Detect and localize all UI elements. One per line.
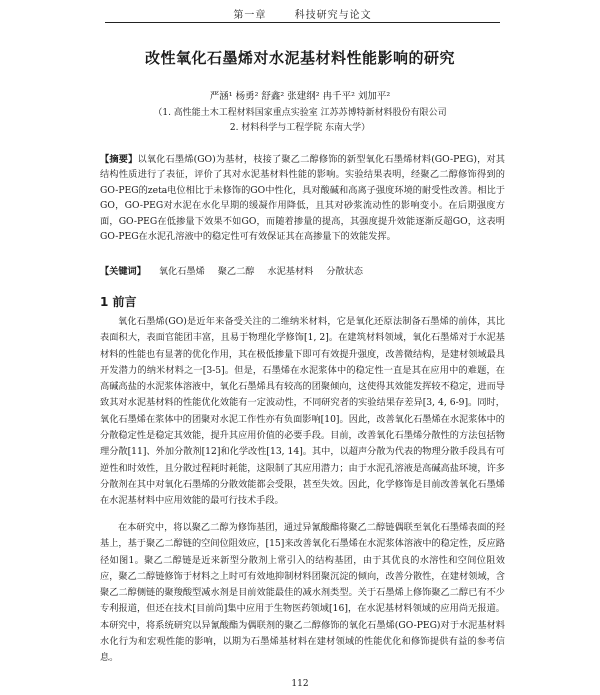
abstract-label: 【摘要】 bbox=[100, 154, 138, 165]
keyword-item: 聚乙二醇 bbox=[217, 266, 255, 277]
page-number: 112 bbox=[291, 679, 309, 689]
body-paragraph-1: 氧化石墨烯(GO)是近年来备受关注的二维纳米材料，它是氧化还原法制备石墨烯的前体，其比表面积大，表面官能团丰富，且易于物理化学修饰[1, 2]。在建筑材料领域，氧化石墨烯对于水泥基材料的性能也有显著的优化作用，其在极低掺量下即可有效提升强度，改善微结构，是建材领域最具开发潜力的纳米材料之一[3-5]。但是，石墨烯在水泥浆体中的稳定性一直是其在应用中的难题，在高碱高盐的水泥浆体溶液中，氧化石墨烯具有较高的团聚倾向，这使得其效能发挥较不稳定，进而导致其对水泥基材料的性能优化效能有一定波动性，不同研究者的实验结果存差异[3, 4, 6-9]。同时，氧化石墨烯在浆体中的团聚对水泥工作性亦有负面影响[10]。因此，改善氧化石墨烯在水泥浆体中的分散稳定性是稳定其效能，提升其应用价值的必要手段。目前，改善氧化石墨烯分散性的方法包括物理分散[11]、外加分散剂[12]和化学改性[13, 14]。其中，以超声分散为代表的物理分散手段具有可逆性和时效性，且分散过程耗时耗能，这限制了其应用潜力；由于水泥孔溶液是高碱高盐环境，许多分散剂在其中对氧化石墨烯的分散效能都会受限，甚至失效。因此，化学修饰是目前改善氧化石墨烯在水泥基材料中应用效能的最可行技术手段。 bbox=[100, 316, 505, 507]
keywords bbox=[100, 263, 505, 277]
running-head-chapter: 第一章 bbox=[233, 10, 267, 21]
abstract bbox=[100, 152, 505, 244]
affiliation-1: （1. 高性能土木工程材料国家重点实验室 江苏苏博特新材料股份有限公司 bbox=[153, 108, 447, 118]
section-heading-introduction: 1 前言 bbox=[100, 295, 137, 309]
keyword-item: 水泥基材料 bbox=[267, 266, 314, 277]
keyword-item: 氧化石墨烯 bbox=[158, 266, 205, 277]
keywords-label: 【关键词】 bbox=[100, 266, 146, 277]
keyword-item: 分散状态 bbox=[326, 266, 363, 277]
body-paragraph-2: 在本研究中，将以聚乙二醇为修饰基团，通过异氰酸酯将聚乙二醇链偶联至氧化石墨烯表面的羟基上，基于聚乙二醇链的空间位阻效应，[15]来改善氧化石墨烯在水泥浆体溶液中的稳定性，反应路径如图1。聚乙二醇链是近来新型分散剂上常引入的结构基团，由于其优良的水溶性和空间位阻效应，聚乙二醇链修饰于材料之上时可有效地抑制材料团聚沉淀的倾向，改善分散性，在建材领域，含聚乙二醇侧链的聚羧酸型减水剂是目前效能最佳的减水剂类型。关于石墨烯上修饰聚乙二醇已有不少专利报道，但还在技术[目前尚]集中应用于生物医药领域[16]，在水泥基材料领域的应用尚无报道。本研究中，将系统研究以异氰酸酯为偶联剂的聚乙二醇修饰的氧化石墨烯(GO-PEG)对于水泥基材料水化行为和宏观性能的影响，以期为石墨烯基材料在建材领域的性能优化和修饰提供有益的参考信息。 bbox=[100, 522, 505, 664]
affiliation-2: 2. 材料科学与工程学院 东南大学） bbox=[229, 123, 371, 133]
running-head-section: 科技研究与论文 bbox=[294, 10, 372, 21]
paper-title: 改性氧化石墨烯对水泥基材料性能影响的研究 bbox=[144, 49, 455, 67]
author-list: 严涵¹ 杨勇² 舒鑫² 张建纲² 冉千平² 刘加平² bbox=[209, 91, 391, 102]
abstract-text: 以氧化石墨烯(GO)为基材，枝接了聚乙二醇修饰的新型氧化石墨烯材料(GO-PEG)，对其结构性质进行了表征，评价了其对水泥基材料性能的影响。实验结果表明，经聚乙二醇修饰得到的GO-PEG的zeta电位相比于未修饰的GO中性化，具对酸碱和高离子强度环境的耐受性改善。相比于GO，GO-PEG对水泥在水化早期的缓凝作用降低，且其对砂浆流动性的影响变小。在后期强度方面，GO-PEG在低掺量下效果不如GO，而随着掺量的提高，其强度提升效能逐渐反超GO，这表明GO-PEG在水泥孔溶液中的稳定性可有效保证其在高掺量下的效能发挥。 bbox=[100, 154, 505, 243]
running-head bbox=[105, 6, 500, 23]
